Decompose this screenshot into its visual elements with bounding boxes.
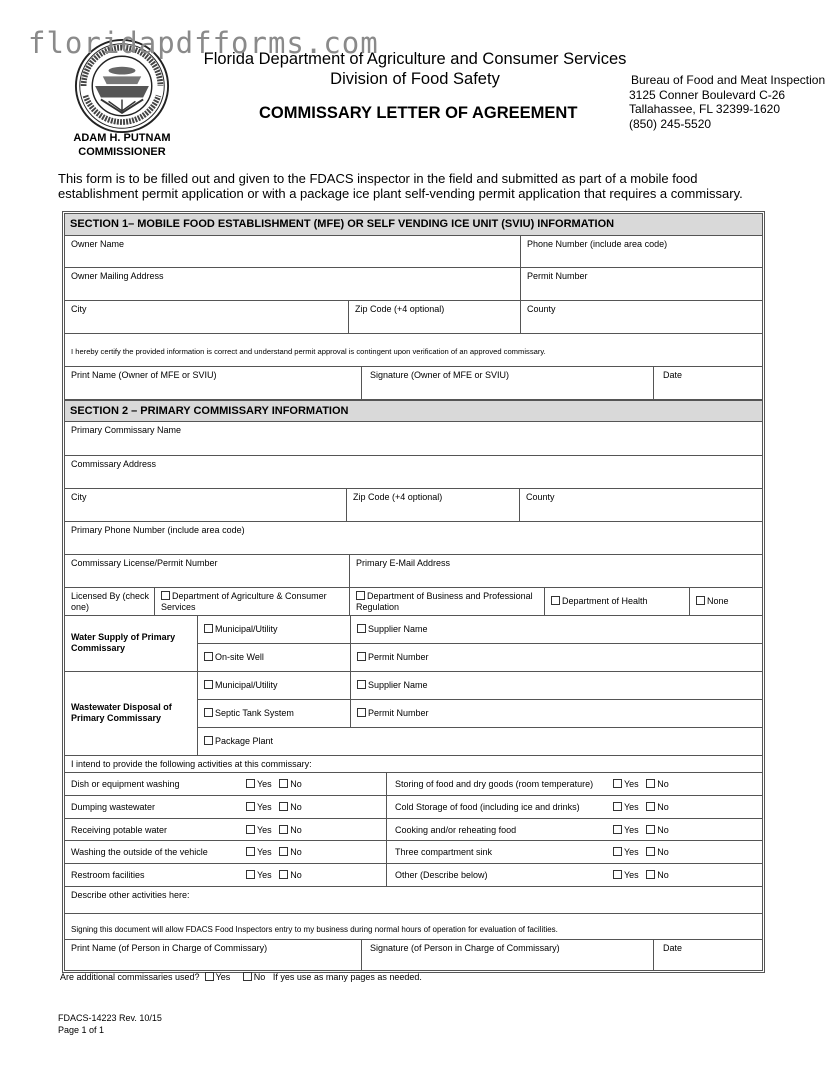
additional-yes-checkbox[interactable] xyxy=(205,972,214,981)
no-checkbox[interactable] xyxy=(646,779,655,788)
commissioner-block xyxy=(62,132,182,159)
yes-checkbox[interactable] xyxy=(613,779,622,788)
yes-checkbox[interactable] xyxy=(613,802,622,811)
form-title: COMMISSARY LETTER OF AGREEMENT xyxy=(259,104,578,122)
activity-yes-no[interactable]: Yes No xyxy=(613,779,669,789)
no-checkbox[interactable] xyxy=(646,870,655,879)
owner-county-field[interactable]: County xyxy=(521,301,762,334)
no-checkbox[interactable] xyxy=(279,847,288,856)
activity-label: Receiving potable water xyxy=(71,824,168,835)
activity-yes-no[interactable]: Yes No xyxy=(246,802,302,812)
section2-header: SECTION 2 – PRIMARY COMMISSARY INFORMATION xyxy=(65,400,762,422)
additional-no-label: No xyxy=(253,972,266,982)
commissary-print-name-field[interactable]: Print Name (of Person in Charge of Commissary) xyxy=(65,940,362,971)
activity-yes-no[interactable]: Yes No xyxy=(246,825,302,835)
bureau-phone: (850) 245-5520 xyxy=(629,116,712,131)
commissary-phone-field[interactable]: Primary Phone Number (include area code) xyxy=(65,522,762,555)
activity-label: Other (Describe below) xyxy=(395,870,488,881)
page-number: Page 1 of 1 xyxy=(58,1025,105,1035)
commissary-city-field[interactable]: City xyxy=(65,489,347,522)
no-checkbox[interactable] xyxy=(279,802,288,811)
bureau-name: Bureau of Food and Meat Inspection xyxy=(631,73,826,87)
wastewater-septic-option[interactable]: Septic Tank System xyxy=(198,700,351,728)
describe-other-activities-field[interactable]: Describe other activities here: xyxy=(65,887,762,914)
yes-checkbox[interactable] xyxy=(613,870,622,879)
activities-intro: I intend to provide the following activities at this commissary: xyxy=(65,756,762,773)
activity-yes-no[interactable]: Yes No xyxy=(246,870,302,880)
commissary-address-field[interactable]: Commissary Address xyxy=(65,456,762,489)
no-checkbox[interactable] xyxy=(279,870,288,879)
bureau-street: 3125 Conner Boulevard C-26 xyxy=(629,87,786,102)
checkbox[interactable] xyxy=(204,708,213,717)
commissary-email-field[interactable]: Primary E-Mail Address xyxy=(350,555,762,588)
yes-checkbox[interactable] xyxy=(613,847,622,856)
no-checkbox[interactable] xyxy=(646,847,655,856)
inspector-entry-note: Signing this document will allow FDACS Food Inspectors entry to my business during normal hours of operation for evaluation of facilities. xyxy=(65,914,762,940)
owner-signature-field[interactable]: Signature (Owner of MFE or SVIU) xyxy=(362,367,654,400)
owner-print-name-field[interactable]: Print Name (Owner of MFE or SVIU) xyxy=(65,367,362,400)
activity-label: Dumping wastewater xyxy=(71,801,156,812)
intro-text: This form is to be filled out and given to the FDACS inspector in the field and submitted as part of a mobile food establishment permit application or with a package ice plant self-vending permit application that requires a commissary. xyxy=(58,171,743,201)
activity-yes-no[interactable]: Yes No xyxy=(246,847,302,857)
owner-zip-field[interactable]: Zip Code (+4 optional) xyxy=(349,301,521,334)
checkbox[interactable] xyxy=(204,624,213,633)
no-checkbox[interactable] xyxy=(646,802,655,811)
owner-date-field[interactable]: Date xyxy=(654,367,762,400)
yes-checkbox[interactable] xyxy=(613,825,622,834)
commissary-license-field[interactable]: Commissary License/Permit Number xyxy=(65,555,350,588)
wastewater-municipal-option[interactable]: Municipal/Utility xyxy=(198,672,351,700)
yes-checkbox[interactable] xyxy=(246,825,255,834)
owner-mailing-address-field[interactable]: Owner Mailing Address xyxy=(65,268,521,301)
activity-label: Cooking and/or reheating food xyxy=(395,824,517,835)
permit-number-field[interactable]: Permit Number xyxy=(521,268,762,301)
department-name: Florida Department of Agriculture and Consumer Services xyxy=(203,50,627,68)
checkbox[interactable] xyxy=(696,596,705,605)
activity-label: Dish or equipment washing xyxy=(71,779,180,789)
activity-yes-no[interactable]: Yes No xyxy=(613,802,669,812)
water-supply-label: Water Supply of Primary Commissary xyxy=(71,632,176,653)
additional-commissaries-question xyxy=(60,972,422,982)
water-municipal-option[interactable]: Municipal/Utility xyxy=(198,616,351,644)
licensed-by-doh-option[interactable]: Department of Health xyxy=(545,588,690,616)
commissary-zip-field[interactable]: Zip Code (+4 optional) xyxy=(347,489,520,522)
licensed-by-fdacs-option[interactable]: Department of Agriculture & Consumer Services xyxy=(155,588,350,616)
yes-checkbox[interactable] xyxy=(246,847,255,856)
commissary-signature-field[interactable]: Signature (of Person in Charge of Commissary) xyxy=(362,940,654,971)
no-checkbox[interactable] xyxy=(646,825,655,834)
wastewater-package-plant-option[interactable]: Package Plant xyxy=(198,728,762,756)
commissary-date-field[interactable]: Date xyxy=(663,943,683,953)
checkbox[interactable] xyxy=(204,652,213,661)
yes-checkbox[interactable] xyxy=(246,802,255,811)
checkbox[interactable] xyxy=(161,591,170,600)
activity-label: Storing of food and dry goods (room temperature) xyxy=(395,779,594,789)
activity-label: Restroom facilities xyxy=(71,870,145,881)
additional-no-checkbox[interactable] xyxy=(243,972,252,981)
water-supplier-name-field[interactable]: Supplier Name xyxy=(351,616,762,644)
bureau-address xyxy=(629,73,825,131)
commissary-county-field[interactable]: County xyxy=(520,489,762,522)
yes-checkbox[interactable] xyxy=(246,870,255,879)
certification-statement: I hereby certify the provided information is correct and understand permit approval is contingent upon verification of an approved commissary. xyxy=(65,334,762,367)
activity-yes-no[interactable]: Yes No xyxy=(613,825,669,835)
wastewater-supplier-name-field[interactable]: Supplier Name xyxy=(351,672,762,700)
activity-yes-no[interactable]: Yes No xyxy=(246,779,302,789)
division-name: Division of Food Safety xyxy=(330,70,500,88)
wastewater-label: Wastewater Disposal of Primary Commissary xyxy=(71,702,172,723)
activity-yes-no[interactable]: Yes No xyxy=(613,870,669,880)
owner-name-field[interactable]: Owner Name xyxy=(65,236,521,268)
checkbox[interactable] xyxy=(357,624,366,633)
checkbox[interactable] xyxy=(204,736,213,745)
section1-header: SECTION 1– MOBILE FOOD ESTABLISHMENT (MFE) OR SELF VENDING ICE UNIT (SVIU) INFORMATION xyxy=(65,214,762,236)
owner-city-field[interactable]: City xyxy=(65,301,349,334)
checkbox[interactable] xyxy=(551,596,560,605)
form-number: FDACS-14223 Rev. 10/15 xyxy=(58,1013,162,1023)
watermark-text: floridapdfforms.com xyxy=(28,26,379,60)
yes-checkbox[interactable] xyxy=(246,779,255,788)
licensed-by-dbpr-option[interactable]: Department of Business and Professional Regulation xyxy=(350,588,545,616)
additional-question-text: Are additional commissaries used? xyxy=(60,972,200,982)
activity-label: Three compartment sink xyxy=(395,847,493,858)
checkbox[interactable] xyxy=(357,680,366,689)
checkbox[interactable] xyxy=(204,680,213,689)
bureau-city: Tallahassee, FL 32399-1620 xyxy=(629,102,780,116)
activity-yes-no[interactable]: Yes No xyxy=(613,847,669,857)
activity-label: Cold Storage of food (including ice and drinks) xyxy=(395,801,580,812)
no-checkbox[interactable] xyxy=(279,779,288,788)
checkbox[interactable] xyxy=(357,652,366,661)
page-footer xyxy=(58,1012,162,1036)
licensed-by-label: Licensed By (check one) xyxy=(65,588,155,616)
commissioner-name: ADAM H. PUTNAM xyxy=(73,132,171,144)
activity-label: Washing the outside of the vehicle xyxy=(71,847,208,858)
licensed-by-none-option[interactable]: None xyxy=(690,588,762,616)
additional-instruction: If yes use as many pages as needed. xyxy=(272,972,422,982)
commissary-name-field[interactable]: Primary Commissary Name xyxy=(65,422,762,456)
water-well-option[interactable]: On-site Well xyxy=(198,644,351,672)
water-permit-number-field[interactable]: Permit Number xyxy=(351,644,762,672)
no-checkbox[interactable] xyxy=(279,825,288,834)
checkbox[interactable] xyxy=(357,708,366,717)
wastewater-permit-number-field[interactable]: Permit Number xyxy=(351,700,762,728)
additional-yes-label: Yes xyxy=(215,972,231,982)
commissioner-title: COMMISSIONER xyxy=(78,145,166,158)
owner-phone-field[interactable]: Phone Number (include area code) xyxy=(521,236,762,268)
checkbox[interactable] xyxy=(356,591,365,600)
